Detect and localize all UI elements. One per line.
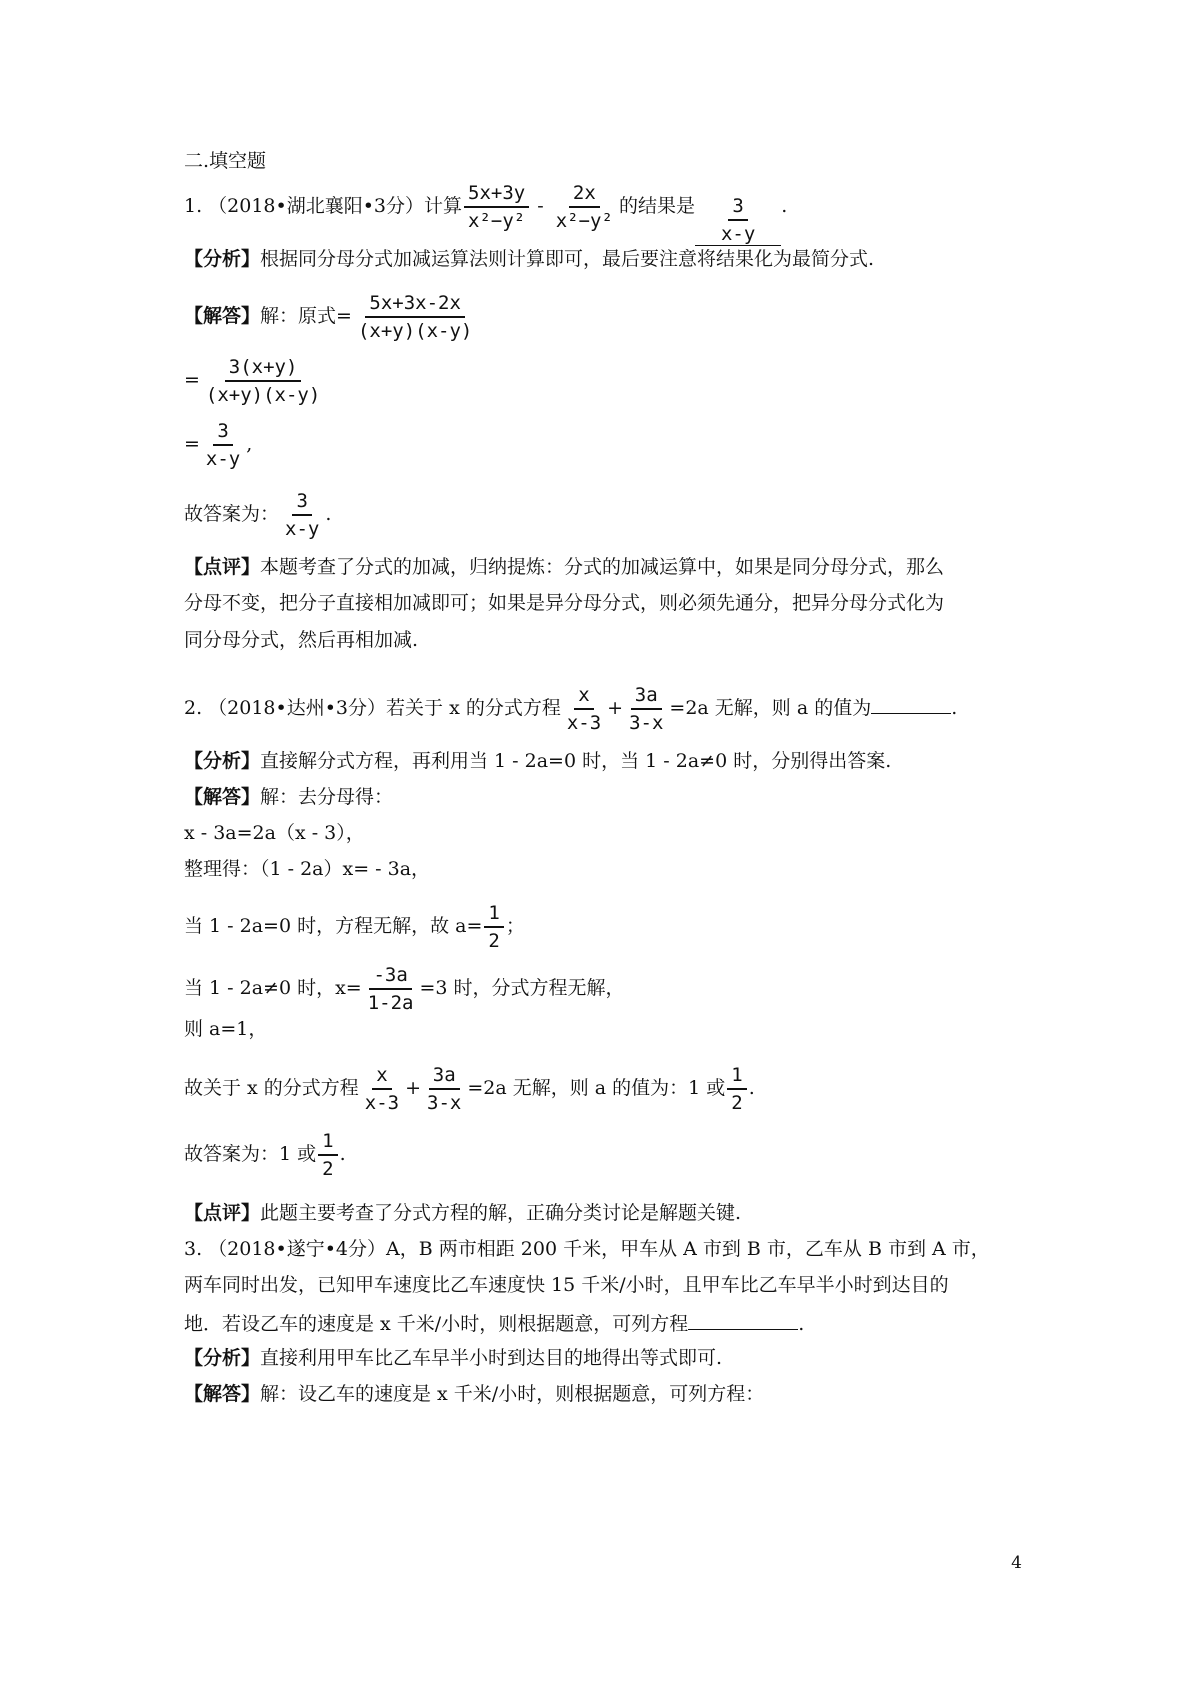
q1-prefix: 1. （2018•湖北襄阳•3分）计算: [184, 195, 463, 217]
q2-solution-7: 故关于 x 的分式方程 $\frac{x}{x-3}$ + $\frac{3a}{3-x}$ =2a 无解，则 a 的值为：1 或 $\frac{1}{2}$ .: [184, 1064, 755, 1114]
q2-final-answer: 故答案为：1 或 $\frac{1}{2}$ .: [184, 1130, 346, 1180]
q2-solution-6: 则 a=1，: [184, 1018, 268, 1040]
q1-fraction-1: $\frac{5x+3y}{\text{x²−y²}}$: [464, 182, 529, 232]
q1-comment-1: 【点评】本题考查了分式的加减，归纳提炼：分式的加减运算中，如果是同分母分式，那么: [184, 556, 945, 578]
q3-stem-3: 地．若设乙车的速度是 x 千米/小时，则根据题意，可列方程 .: [184, 1309, 804, 1337]
q1-comment-3: 同分母分式，然后再相加减.: [184, 629, 419, 651]
q1-comment-2: 分母不变，把分子直接相加减即可；如果是异分母分式，则必须先通分，把异分母分式化为: [184, 592, 945, 614]
q1-answer-blank: $\frac{3}{x-y}$: [695, 195, 781, 246]
page-number: 4: [1011, 1553, 1022, 1573]
q2-solution-4: 当 1 - 2a=0 时，方程无解，故 a= $\frac{1}{2}$ ；: [184, 902, 525, 952]
q1-solution-line-1: 【解答】解：原式= $\frac{5x+3x-2x}{(x+y)(x-y)}$: [184, 292, 473, 342]
q2-solution-1: 【解答】解：去分母得：: [184, 786, 394, 808]
q3-answer-blank: [688, 1309, 798, 1330]
q2-analysis: 【分析】直接解分式方程，再利用当 1 - 2a=0 时，当 1 - 2a≠0 时，分别得出答案.: [184, 750, 892, 772]
q3-solution: 【解答】解：设乙车的速度是 x 千米/小时，则根据题意，可列方程：: [184, 1383, 765, 1405]
q3-stem-1: 3. （2018•遂宁•4分）A，B 两市相距 200 千米，甲车从 A 市到 B 市，乙车从 B 市到 A 市，: [184, 1238, 990, 1260]
q1-fraction-2: $\frac{2x}{\text{x²−y²}}$: [555, 182, 613, 232]
q2-solution-3: 整理得：（1 - 2a）x= - 3a，: [184, 858, 431, 880]
section-title: 二.填空题: [184, 150, 267, 172]
q1-stem: 1. （2018•湖北襄阳•3分）计算 $\frac{5x+3y}{\text{x²−y²}}$ - $\frac{2x}{\text{x²−y²}}$ 的结果是 $\frac{3}{x-y}$ .: [184, 182, 788, 245]
q2-solution-5: 当 1 - 2a≠0 时，x= $\frac{-3a}{1-2a}$ =3 时，分式方程无解，: [184, 964, 625, 1014]
q2-comment: 【点评】此题主要考查了分式方程的解，正确分类讨论是解题关键.: [184, 1202, 742, 1224]
q3-stem-2: 两车同时出发，已知甲车速度比乙车速度快 15 千米/小时，且甲车比乙车早半小时到达目的: [184, 1274, 949, 1296]
q3-analysis: 【分析】直接利用甲车比乙车早半小时到达目的地得出等式即可.: [184, 1347, 723, 1369]
q2-solution-2: x - 3a=2a（x - 3），: [184, 822, 365, 844]
q1-final-answer: 故答案为： $\frac{3}{x-y}$ .: [184, 490, 332, 540]
q1-solution-line-3: = $\frac{3}{x-y}$ ,: [184, 420, 253, 470]
q2-answer-blank: [871, 693, 951, 714]
q2-stem: 2. （2018•达州•3分）若关于 x 的分式方程 $\frac{x}{x-3}$ + $\frac{3a}{3-x}$ =2a 无解，则 a 的值为 .: [184, 684, 958, 734]
q1-analysis: 【分析】根据同分母分式加减运算法则计算即可，最后要注意将结果化为最简分式.: [184, 248, 875, 270]
q1-solution-line-2: = $\frac{3(x+y)}{(x+y)(x-y)}$: [184, 356, 321, 406]
